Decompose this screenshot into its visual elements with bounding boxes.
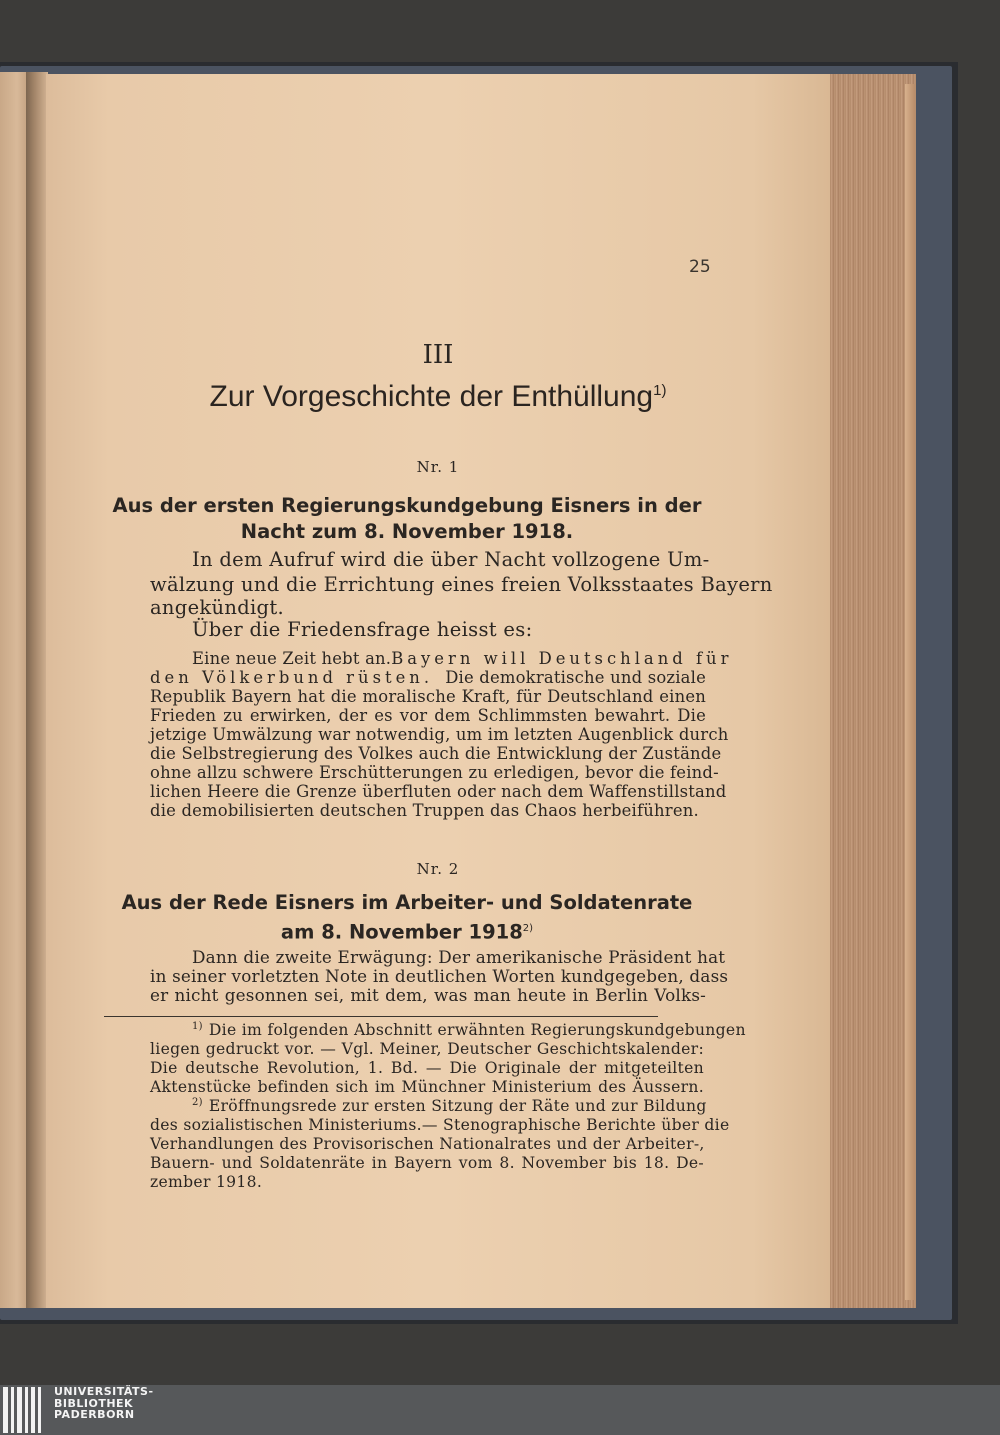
logo-line: UNIVERSITÄTS-	[54, 1385, 154, 1398]
quote-text: Die demokratische und soziale	[445, 668, 706, 687]
footnote-1-mark: 1)	[192, 1021, 203, 1032]
quote-line: die Selbstregierung des Volkes auch die Entwicklung der Zustände	[150, 744, 722, 763]
quote-line: Frieden zu erwirken, der es vor dem Schlimmsten bewahrt. Die	[150, 706, 706, 725]
page-number: 25	[689, 257, 711, 277]
quote-line: lichen Heere die Grenze überfluten oder nach dem Waffenstillstand	[150, 782, 727, 801]
paragraph-line: wälzung und die Errichtung eines freien Volksstaates Bayern	[150, 573, 773, 596]
paragraph-line: Dann die zweite Erwägung: Der amerikanische Präsident hat	[192, 947, 726, 967]
library-logo-text	[54, 1386, 154, 1421]
book-gutter	[26, 72, 48, 1308]
quote-spaced-text: den Völkerbund rüsten.	[150, 668, 434, 687]
document-heading-2-line-1: Aus der Rede Eisners im Arbeiter- und Soldatenrate	[121, 891, 693, 914]
quote-line	[192, 649, 733, 668]
document-number-2: Nr. 2	[416, 860, 460, 878]
footnote-text: Die im folgenden Abschnitt erwähnten Regierungskundgebungen	[208, 1021, 746, 1039]
section-title-text: Zur Vorgeschichte der Enthüllung	[209, 380, 654, 413]
quote-line: Republik Bayern hat die moralische Kraft, für Deutschland einen	[150, 687, 706, 706]
book-page	[46, 74, 830, 1308]
footnote-separator	[104, 1016, 658, 1017]
document-heading-1-line-2: Nacht zum 8. November 1918.	[240, 520, 574, 543]
page-stack-highlight	[905, 84, 915, 1300]
document-number-1: Nr. 1	[416, 458, 460, 476]
footnote-2-line: zember 1918.	[150, 1173, 263, 1191]
quote-line: ohne allzu schwere Erschütterungen zu erledigen, bevor die feind-	[150, 763, 719, 782]
footnote-2-line: Bauern- und Soldatenräte in Bayern vom 8. November bis 18. De-	[150, 1154, 704, 1172]
quote-line: jetzige Umwälzung war notwendig, um im letzten Augenblick durch	[150, 725, 729, 744]
quote-line: die demobilisierten deutschen Truppen das Chaos herbeiführen.	[150, 801, 699, 820]
footnote-1-line: Aktenstücke befinden sich im Münchner Ministerium des Äussern.	[150, 1078, 704, 1096]
paragraph-line: er nicht gesonnen sei, mit dem, was man heute in Berlin Volks-	[150, 985, 706, 1005]
footnote-2-line: des sozialistischen Ministeriums.— Stenographische Berichte über die	[150, 1116, 730, 1134]
footnote-text: Eröffnungsrede zur ersten Sitzung der Räte und zur Bildung	[208, 1097, 707, 1115]
footnote-2-line	[192, 1097, 707, 1115]
footnote-1-line: liegen gedruckt vor. — Vgl. Meiner, Deutscher Geschichtskalender:	[150, 1040, 704, 1058]
footnote-1-line: Die deutsche Revolution, 1. Bd. — Die Originale der mitgeteilten	[150, 1059, 704, 1077]
footnote-2-line: Verhandlungen des Provisorischen Nationalrates und der Arbeiter-,	[150, 1135, 705, 1153]
paragraph-line: In dem Aufruf wird die über Nacht vollzogene Um-	[192, 548, 710, 571]
paragraph-line: angekündigt.	[150, 596, 284, 619]
document-heading-2-line-2	[108, 916, 706, 946]
quote-spaced-text: Bayern will Deutschland für	[391, 649, 733, 668]
paragraph-line: Über die Friedensfrage heisst es:	[192, 618, 533, 641]
section-title	[46, 380, 830, 414]
library-logo-icon	[0, 1387, 48, 1433]
document-heading-1-line-1: Aus der ersten Regierungskundgebung Eisners in der	[112, 494, 702, 517]
quote-text: Eine neue Zeit hebt an.	[192, 649, 392, 668]
section-title-footnote-ref: 1)	[653, 382, 667, 399]
page-stack-edges	[828, 74, 916, 1308]
footnote-2-mark: 2)	[192, 1097, 203, 1108]
paragraph-line: in seiner vorletzten Note in deutlichen Worten kundgegeben, dass	[150, 966, 729, 986]
footnote-1-line	[192, 1021, 746, 1039]
logo-line: BIBLIOTHEK	[54, 1396, 134, 1410]
quote-line	[150, 668, 706, 687]
logo-line: PADERBORN	[54, 1408, 135, 1421]
section-number: III	[422, 340, 454, 370]
document-heading-2-footnote-ref: 2)	[522, 923, 534, 934]
document-heading-2-text: am 8. November 1918	[280, 920, 523, 944]
